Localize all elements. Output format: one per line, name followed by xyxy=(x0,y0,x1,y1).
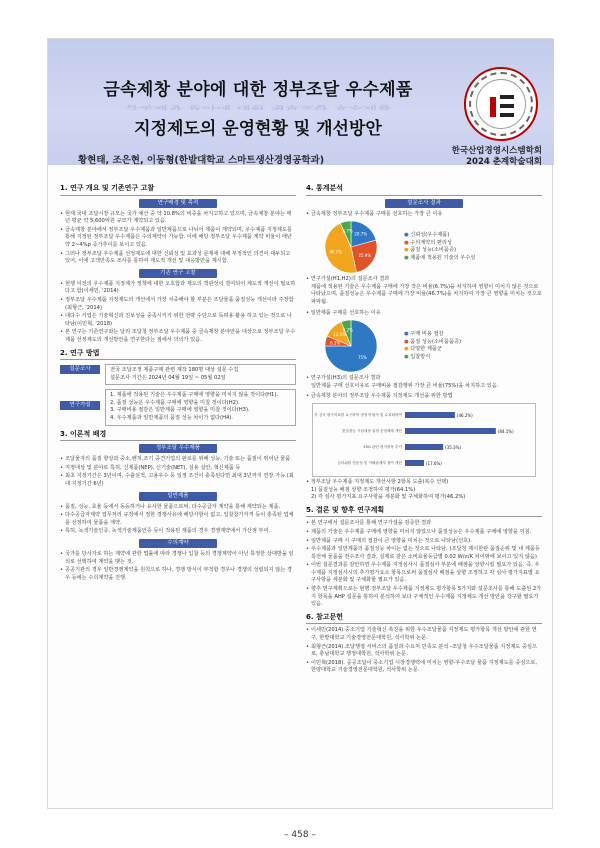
bar-category-label: 각 심사 평가지표를 요구하여 정성적 평가 및 수치화하여 xyxy=(314,412,402,417)
list-item: • 현행 이전의 우수제품 지정제가 정책에 대한 오호함과 제도의 객관성이 결여되어 제도적 개선이 필요하다고 함(이세민, '2014) xyxy=(60,281,296,296)
bar xyxy=(405,428,496,434)
section-4-title: 4. 통계분석 xyxy=(306,185,542,196)
bar-chart-frame xyxy=(312,403,536,477)
pie-slice-label: 6.3% xyxy=(330,340,341,346)
q1-chart-row xyxy=(306,218,542,276)
bar xyxy=(405,444,443,450)
survey-box xyxy=(105,364,296,385)
q3-title: • 금속제창 분야의 정부조달 우수제품 지정제도 개선을 위한 방법 xyxy=(306,393,453,400)
section-2-title: 2. 연구 방법 xyxy=(60,350,296,361)
legend-label: 품질 성능(소비품품증) xyxy=(410,338,461,345)
q2-note: 일반제품 구매 선호이유로 구매비용 절감행위 가장 큰 비율(75%)을 차지하고 있음. xyxy=(311,382,499,389)
bar xyxy=(405,412,455,418)
hypothesis-line: 2. 품질 성능은 우수제품 구매에 영향을 미칠 것이다(H2). xyxy=(110,399,240,406)
list-item: • 일반제품 구매 시 구매의 절감이 큰 영향을 미치는 것으로 나타남(선호). xyxy=(306,538,542,546)
survey-tag: 설문조사 xyxy=(60,365,100,374)
q1-legend xyxy=(404,232,475,262)
reference-item: • 최형근(2014).조달행정 서비스의 품질과 수요처 만족도 분석 -조달청 우수조달물품 지정제도 중심으로, 충남대학교 행정대학원, 석사학위 논문. xyxy=(306,644,542,659)
section-6-title: 6. 참고문헌 xyxy=(306,614,542,625)
legend-item: ● 제품에 적용된 기술의 우수성 xyxy=(404,254,476,261)
hypothesis-line: 1. 제품에 적용된 기술은 우수제품 구매에 영향을 미치지 않을 것이다(H1). xyxy=(110,392,278,399)
pill-review: 기존 연구 고찰 xyxy=(139,269,217,278)
right-column xyxy=(306,185,542,676)
title-line-2: 지정제도의 운영현황 및 개선방안 xyxy=(134,119,382,139)
q1-note-title: • 연구가설(H1,H2)의 설문조사 결과 xyxy=(306,276,390,283)
legend-item: ● 구매 비용 절감 xyxy=(404,330,444,337)
left-column xyxy=(60,185,296,583)
q1-title: • 금속제창 정부조달 우수제품 구매를 선호하는 가장 큰 이유 xyxy=(306,210,443,217)
pie-chart-2 xyxy=(306,317,396,375)
pie-slice-label: 46.7% xyxy=(329,249,343,255)
poster-header xyxy=(48,39,554,165)
title-reflection: 금속제창 분야에 대한 정부조달 우수제품 xyxy=(124,104,392,111)
logo-bar xyxy=(500,104,514,108)
pill-survey-results: 설문조사 결과 xyxy=(385,199,463,208)
list-item: • 그러나 정부조달 우수제품 선정제도에 대한 신뢰성 및 효과성 문제에 대해 부정적인 의견이 대두되고 있어, 이에 고객만족도 조사를 통하여 제도적 개선 및 대응방안을 제시함. xyxy=(60,251,296,266)
q3-title-text: 금속제창 분야의 정부조달 우수제품 지정제도 개선을 위한 방법 xyxy=(310,393,453,400)
list-item: • 현재 국내 조달시장 규모는 국가 예산 중 약 10.8%의 비중을 차지고하고 있으며, 금속제창 분야는 매년 평균 약 5,600억원 규모가 계약되고 있음. xyxy=(60,211,296,226)
list-item: • 공공기관의 경우 일반경쟁계약을 원칙으로 하나, 경쟁 방식이 부적합 경우나 경쟁의 성립되지 않는 경우 등에는 수의계약을 진행. xyxy=(60,567,296,582)
bar-chart xyxy=(313,404,535,476)
legend-label: 입찰방식 xyxy=(410,353,431,360)
legend-label: 수의계약의 편리성 xyxy=(410,239,452,246)
list-item: • 본 연구에서 설문조사를 통해 연구가설을 검증한 결과 xyxy=(306,520,542,528)
q1-note: 제품에 적용된 기술은 우수제품 구매에 가장 작은 비율(6.7%)을 차지하여 영향이 미치지 않은 것으로 나타났으며, 품질성능은 우수제품 구매에 가장 비율(46.7%)을 차지하여 가장 큰 영향을 미치는 것으로 파악됨. xyxy=(311,283,542,305)
bar-value-label: (35.3%) xyxy=(445,444,461,450)
legend-item: ● 품질 성능(소비품증) xyxy=(404,247,456,254)
reference-list xyxy=(306,627,542,675)
hypothesis-tag: 연구가설 xyxy=(60,401,100,410)
list-item: • 최초 지정기간은 3년이며, 수출실적, 고용우수 등 일정 조건이 충족된다면 최대 3년까지 연장 가능 (최대 지정기간 6년) xyxy=(60,473,296,488)
legend-label: 구매 비용 절감 xyxy=(410,330,444,337)
list-item: • 품질, 성능, 효율 등에서 동등하거나 유사한 물품으로써, 다수공급자 계약을 통해 계약되는 제품. xyxy=(60,504,296,512)
pie-slice-label: 75% xyxy=(357,355,367,361)
pie-slice-label: 6.7% xyxy=(342,228,353,234)
pie-slice-label: 25.9% xyxy=(358,253,372,259)
list-item: • 다수공급자계약 업무처리 규정에서 정한 경쟁사유에 해당사항이 없고, 입찰참가자격 등이 충족된 업체를 선정하여 물품을 계약. xyxy=(60,512,296,527)
q2-note-title: • 연구가설(H3)의 설문조사 결과 xyxy=(306,375,381,382)
conference-name: 한국산업경영시스템학회 xyxy=(451,146,542,156)
pie-chart-1 xyxy=(306,218,396,276)
pill-procurement: 정부조달 우수제품 xyxy=(139,444,217,453)
conference xyxy=(452,146,542,168)
reference-item: • 이민혁(2018). 공공조달이 중소기업 시장경쟁력에 미치는 영향-우수조달 물품 지정제도를 중심으로, 한양대학교 기술경영전문대학원, 석사학위 논문. xyxy=(306,660,542,675)
q3-note: 2) 각 심사 평가지표 요구사항을 세분화 및 구체화하여 평가(46.2%) xyxy=(311,494,466,501)
bar-category-label: 심의위원 전문성 및 이해관계자 참여 개선 xyxy=(337,460,402,465)
bar-value-label: (46.2%) xyxy=(456,412,473,418)
survey-line: 전국 조달조정 제품구매 관련 제작 180명 대상 설문 수집 xyxy=(110,367,239,374)
ise-society-logo-icon xyxy=(464,67,538,141)
list-item: • 지정대상 및 분야로 특허, 신제품(NEP), 신기술(NET), 실용 실안, 혁신제품 등 xyxy=(60,465,296,473)
general-list xyxy=(60,504,296,536)
conference-event: 2024 춘계학술대회 xyxy=(466,157,542,167)
legend-item: ● 수의계약의 편리성 xyxy=(404,239,452,246)
pill-general: 일반제품 xyxy=(139,492,217,501)
q2-note-title-text: 연구가설(H3)의 설문조사 결과 xyxy=(310,375,381,382)
pill-contract: 수의계약 xyxy=(139,539,217,548)
hypothesis-box xyxy=(105,389,296,425)
legend-label: 제품에 적용된 기술의 우수성 xyxy=(410,254,476,261)
reference-item: • 이세민(2014).중소기업 기술혁신 촉진을 위한 우수조달물품 지정제도 평가항목 개선 방안에 관한 연구, 한밭대학교 기술경영전문대학원, 석사학위 논문. xyxy=(306,627,542,642)
q2-title-text: 일반제품 구매를 선호하는 이유 xyxy=(310,309,381,316)
page-number: – 458 – xyxy=(284,830,316,840)
q3-note-title-text: 정부조달 우수제품 지정제도 개선사항 2항목 도출(복수 선택) xyxy=(310,478,449,485)
q2-chart-row xyxy=(306,317,542,375)
bar-category-label: ESG 관련 평가항목 추가 xyxy=(363,444,402,449)
bar xyxy=(405,460,424,466)
section-3-title: 3. 이론적 배경 xyxy=(60,431,296,442)
pill-background: 연구배경 및 목적 xyxy=(139,199,217,208)
review-list xyxy=(60,281,296,345)
legend-item: ● 입찰방식 xyxy=(404,353,431,360)
pie-slice-label: 20.7% xyxy=(354,231,368,237)
survey-line: 설문조사 기간은 2024년 04월 19일 ~ 05월 02일 xyxy=(110,374,226,381)
hypothesis-line: 3. 구매비용 절감은 일반제품 구매에 영향을 미칠 것이다(H3). xyxy=(110,407,250,414)
list-item: • 조달물자의 품질 향상과 중소,벤처,조기 중견기업의 판로를 위해 성능, 기술 또는 품질이 뛰어난 물품 xyxy=(60,456,296,464)
list-item: • 정부조달 우수제품 지정제도의 개선에서 가장 치중해야 할 부분은 조달물품 품질성능 개선이라 주장함(최형근, '2014) xyxy=(60,297,296,312)
background-list xyxy=(60,211,296,266)
q1-note-title-text: 연구가설(H1,H2)의 설문조사 결과 xyxy=(310,276,390,283)
survey-row xyxy=(60,364,296,385)
q1-title-text: 금속제창 정부조달 우수제품 구매를 선호하는 가장 큰 이유 xyxy=(310,210,443,217)
list-item: • 이번 설문결과를 감안하면 우수제품 지정심사시 품질심사 부분에 배점을 상향시킬 필요가 있음. 즉, 우수제품 지정심사시의 추가평가요소 항목으로써 품질심사 배점을 상향 조정하고 각 심사 평가지표별 요구사항을 세분화 및 구체화할 필요가 있음. xyxy=(306,562,542,585)
list-item: • 국가를 당사자로 하는 계약에 관한 법률에 따라 경쟁나 입찰 등의 경쟁계약이 아닌 특정한 상대방을 임의로 선택하여 계약을 맺는 것. xyxy=(60,551,296,566)
bar-category-label: 품질성능 시험대상 설정 운영체계 개선 xyxy=(341,428,402,433)
q2-legend xyxy=(404,331,461,361)
bar-value-label: (84.1%) xyxy=(497,428,514,434)
authors: 황현태, 조은현, 이동형(한밭대학교 스마트생산경영공학과) xyxy=(78,155,325,166)
list-item: • 본 연구는 기존연구와는 달리 조달청 정부조달 우수제품 중 금속제창 분야만을 대상으로 정부조달 우수제품 선정제도의 개선방안을 연구한다는 점에서 의의가 있음. xyxy=(60,329,296,344)
list-item: • 특허, 녹색기술인증, 녹색기술제품인증 등이 적용된 제품의 경우 경쟁계약에서 가산점 부여. xyxy=(60,528,296,536)
q3-note: 1) 품질성능 배점 상향 조정하여 평가(64.1%) xyxy=(311,486,416,493)
logo-bar xyxy=(500,95,514,99)
list-item: • 대다수 기업은 기술혁신과 진보성을 중족시키기 위한 전략 수단으로 독려용 활용 하고 있는 것으로 나타남(이민혁, '2018) xyxy=(60,313,296,328)
conclusion-list xyxy=(306,520,542,609)
q2-title: • 일반제품 구매를 선호하는 이유 xyxy=(306,309,381,316)
bar-value-label: (17.6%) xyxy=(426,460,442,466)
hypothesis-line: 4. 우수제품과 일반제품의 품질 성능 차이가 없다(H4). xyxy=(110,415,233,422)
logo-bar xyxy=(490,97,496,117)
list-item: • 향후 연구계획으로는 현행 정부조달 우수제품 지정제도 평가항목 5가지와 설문조사를 통해 도출된 2가지 항목을 AHP 설문을 통하여 분석하여 보다 구체적인 우수제품 지정제도 개선 방안을 강구할 필요가 있음. xyxy=(306,586,542,609)
q3-note-title: • 정부조달 우수제품 지정제도 개선사항 2항목 도출(복수 선택) xyxy=(306,478,449,485)
legend-item: ● 다양한 제품군 xyxy=(404,346,442,353)
section-5-title: 5. 결론 및 향후 연구계획 xyxy=(306,507,542,518)
legend-label: 다양한 제품군 xyxy=(410,346,442,353)
procurement-list xyxy=(60,456,296,488)
contract-list xyxy=(60,551,296,582)
logo-bar xyxy=(500,113,514,117)
logo-core xyxy=(476,79,526,129)
legend-item: ● 신뢰성(우수제품) xyxy=(404,232,450,238)
pie-slice-label: 12.5% xyxy=(333,332,346,338)
list-item: • 우수제품과 일반제품의 품질성능 차이는 없는 것으로 나타남. (조달청 제시한관 품질순위 및 내 제품등록전체 물품을 전수조사 결과, 실제로 같은 소비효율등급별 0.02 W/㎡K 차이밖에 보이고 있지 않음) xyxy=(306,546,542,561)
section-1-title: 1. 연구 개요 및 기존연구 고찰 xyxy=(60,185,296,196)
list-item: • 금속제창 분야에서 정부조달 우수제품과 일반제품으로 나뉘어 제품이 계약되며, 우수제품 지정제도를 통해 지정된 정부조달 우수제품은 수의계약이 가능함. 이에 해당 정부조달 우수제품 계약 비율이 매년 약 2~4%p 증가추이를 보이고 있음. xyxy=(60,227,296,250)
legend-item: ● 품질 성능(소비품품증) xyxy=(404,338,461,345)
legend-label: 품질 성능(소비품증) xyxy=(410,247,456,254)
legend-label: 신뢰성(우수제품) xyxy=(410,232,450,238)
pie-slice-label: 6.2% xyxy=(342,327,353,333)
poster xyxy=(47,38,553,809)
hypothesis-row xyxy=(60,389,296,425)
list-item: • 제품의 기술은 우수제품 구매에 영향을 미치지 않았으나 품질성능은 우수제품 구매에 영향을 끼침. xyxy=(306,529,542,537)
title-line-1: 금속제창 분야에 대한 정부조달 우수제품 xyxy=(103,80,413,100)
